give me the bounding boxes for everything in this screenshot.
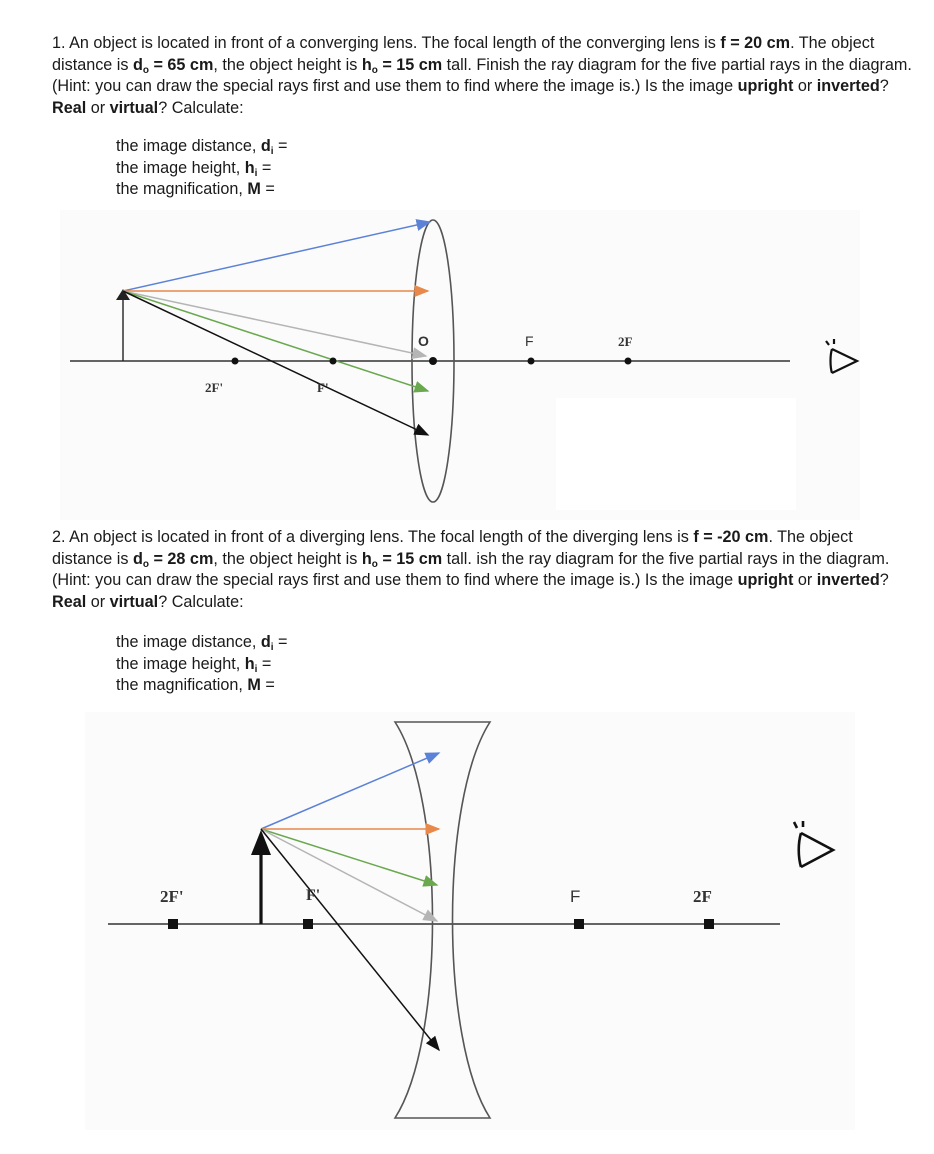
label-f: F	[570, 887, 581, 906]
label-2f-prime: 2F'	[160, 887, 184, 906]
point-2f	[704, 919, 714, 929]
point-optical-center	[429, 357, 437, 365]
calc-magnification: the magnification, M =	[116, 676, 275, 694]
point-f-prime	[330, 358, 337, 365]
label-f-prime: F'	[317, 380, 329, 395]
diverging-lens-diagram	[85, 712, 855, 1130]
point-f-prime	[303, 919, 313, 929]
calc-magnification: the magnification, M =	[116, 180, 275, 198]
label-f: F	[525, 333, 534, 349]
calc-image-height: the image height, $h_i$ =	[116, 654, 272, 675]
point-f	[528, 358, 535, 365]
problem-number: 1.	[52, 34, 66, 52]
converging-lens-diagram	[60, 210, 860, 520]
calc-image-distance: the image distance, $d_i$ =	[116, 137, 288, 157]
point-2f-prime	[168, 919, 178, 929]
point-2f	[625, 358, 632, 365]
label-2f: 2F	[693, 887, 712, 906]
point-2f-prime	[232, 358, 239, 365]
label-optical-center: O	[418, 333, 429, 349]
label-f-prime: F'	[306, 887, 321, 904]
label-2f-prime: 2F'	[205, 380, 224, 395]
problem-2-calc-list	[116, 632, 288, 697]
label-2f: 2F	[618, 334, 633, 349]
calc-image-height: the image height, $h_i$ =	[116, 158, 272, 179]
calc-image-distance: the image distance, $d_i$ =	[116, 633, 288, 653]
white-patch	[556, 398, 796, 510]
problem-2-text: 2. An object is located in front of a diverging lens. The focal length of the diverging lens is f = -20 cm. The object distance is $d_o = 28$ cm, the object height is $h_o = 15$ cm tall. ish the ray diagram for the five partial rays in the diagram. (Hint: you can draw the special rays first and use them to find where the image is.) Is the image upright or inverted? Real or virtual? Calculate:	[52, 528, 890, 611]
problem-1-calc-list	[116, 136, 288, 201]
problem-number: 2.	[52, 528, 66, 546]
problem-1-text: 1. An object is located in front of a converging lens. The focal length of the converging lens is f = 20 cm. The object distance is $d_o = 65$ cm, the object height is $h_o = 15$ cm tall. Finish the ray diagram for the five partial rays in the diagram. (Hint: you can draw the special rays first and use them to find where the image is.) Is the image upright or inverted? Real or virtual? Calculate:	[52, 34, 912, 117]
point-f	[574, 919, 584, 929]
